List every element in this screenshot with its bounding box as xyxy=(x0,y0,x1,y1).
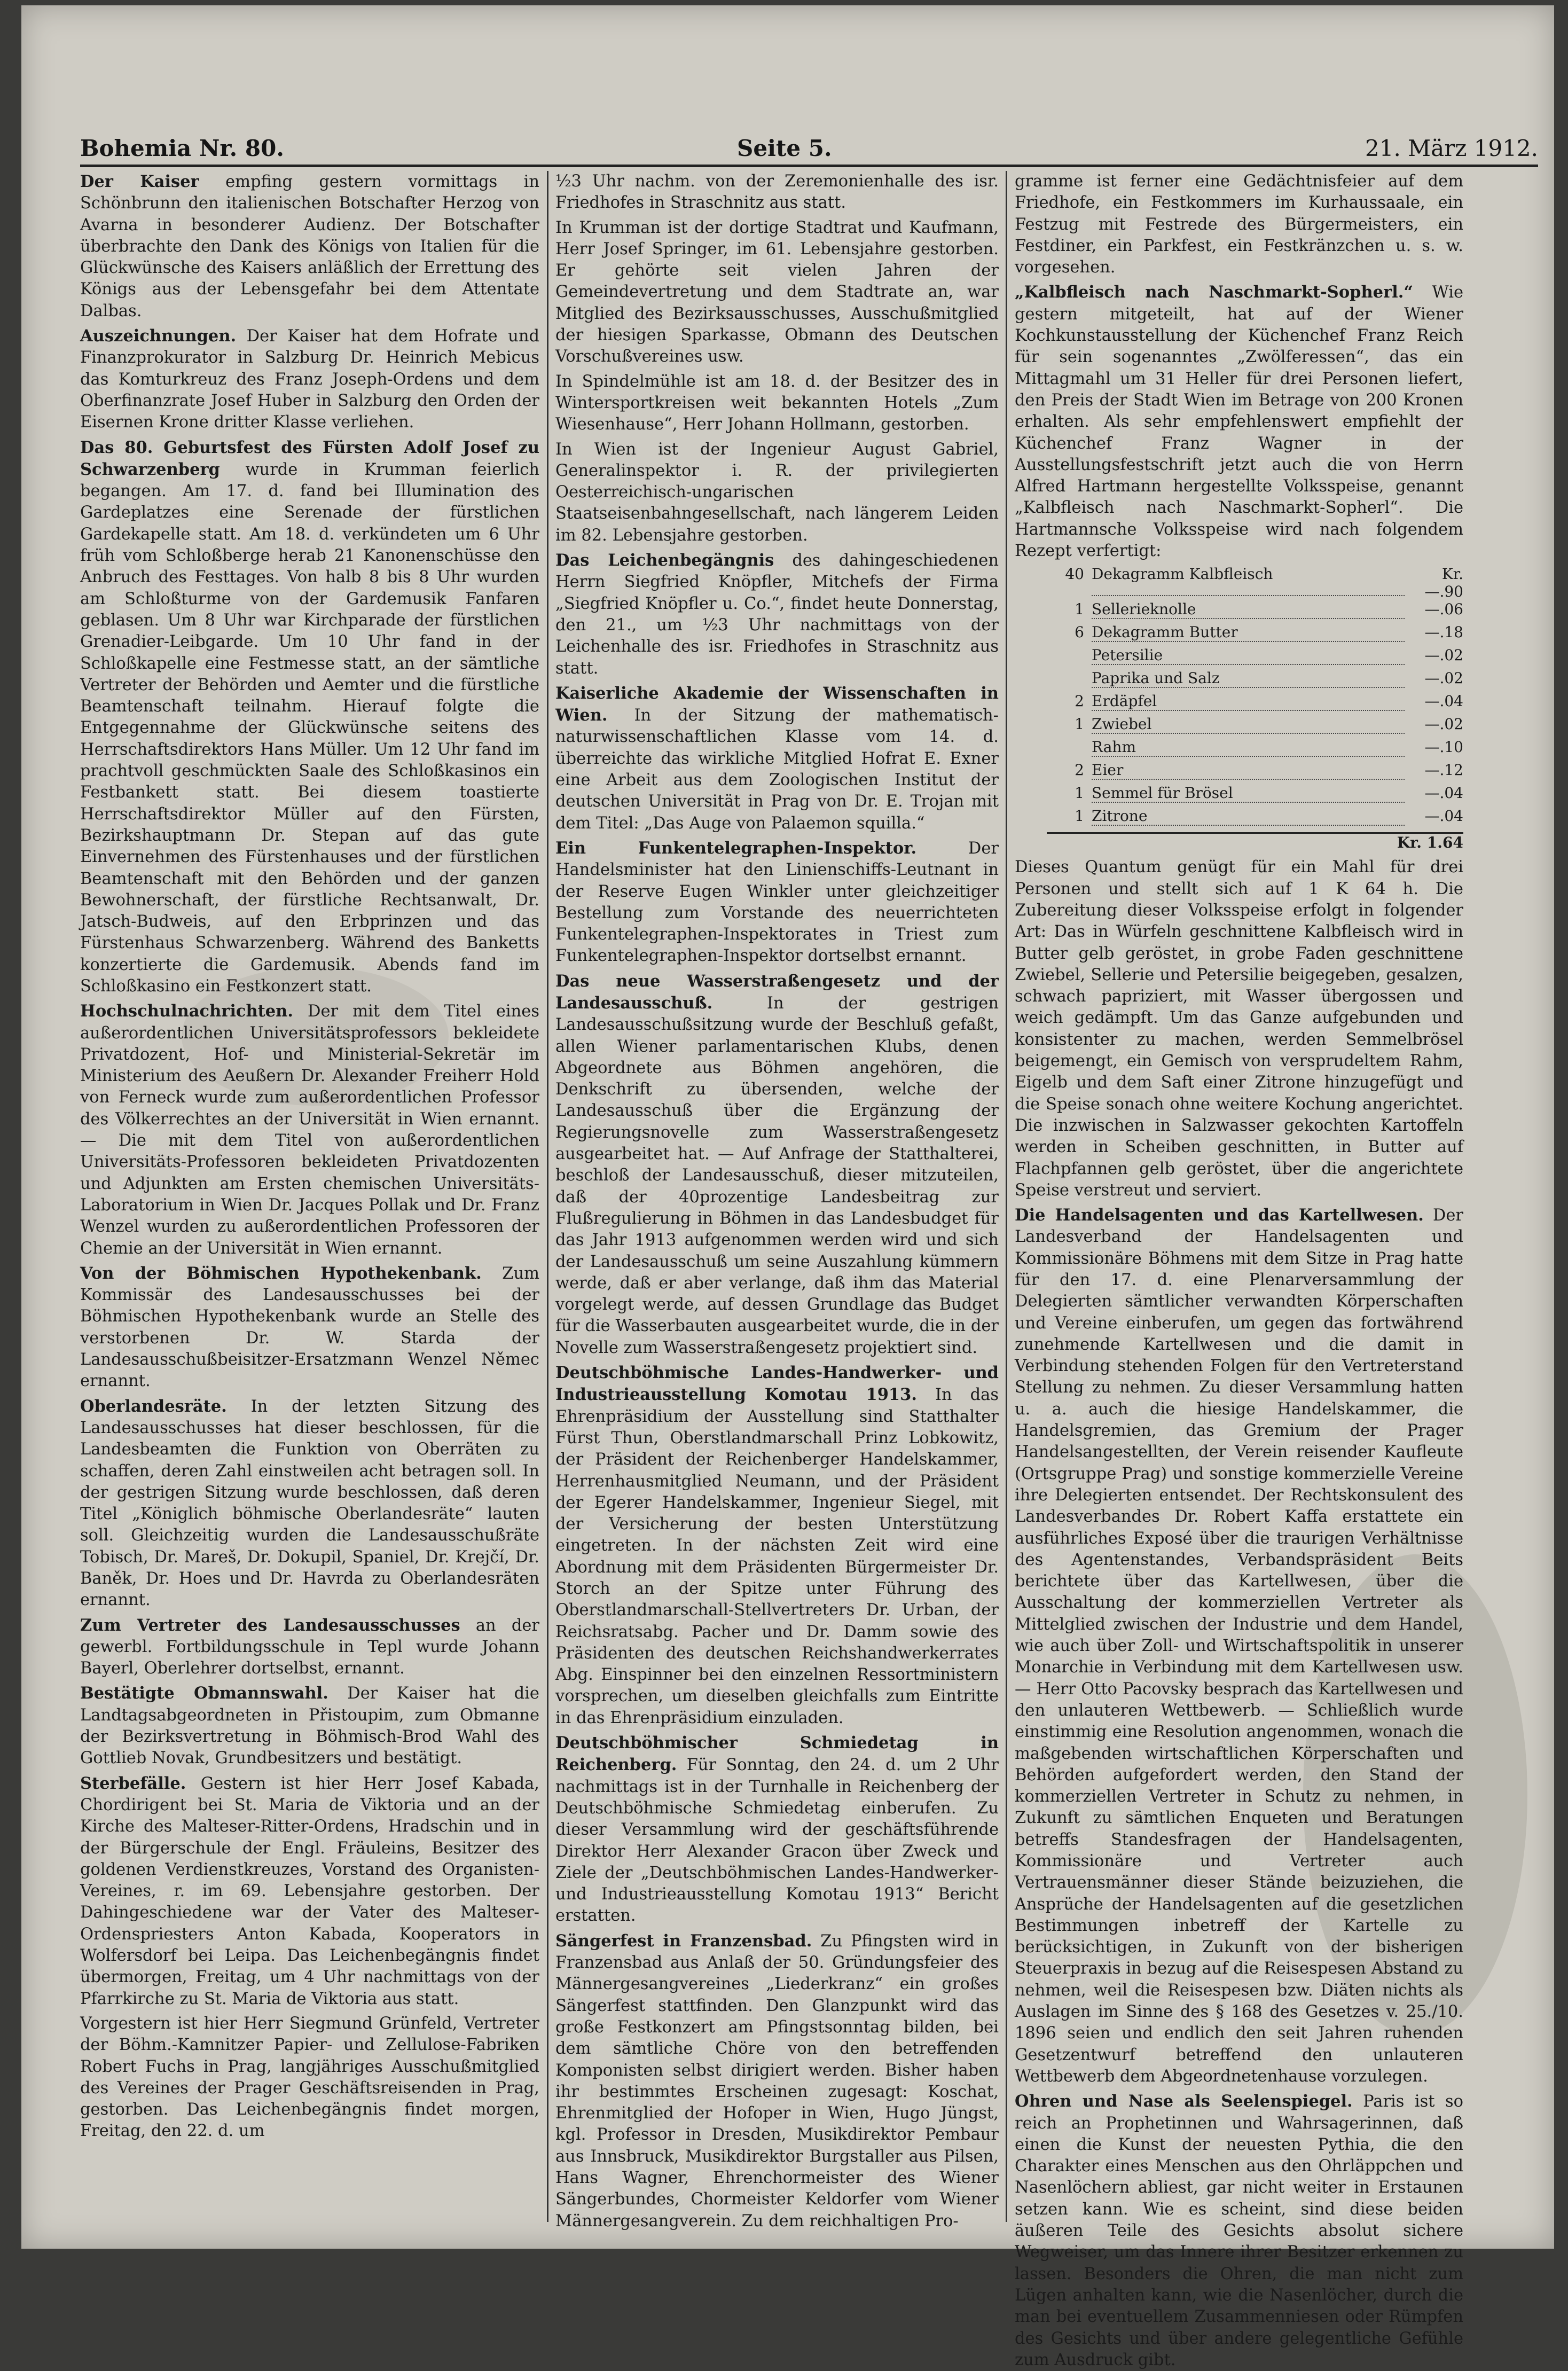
article-heading: Deutschböhmische Landes-Handwerker- und Industrieausstellung Komotau 1913. xyxy=(555,1363,999,1405)
article-heading: Deutschböhmischer Schmiedetag in Reichenberg. xyxy=(555,1733,999,1775)
recipe-quantity: 6 xyxy=(1075,623,1084,641)
article-text: In der gestrigen Landesausschußsitzung wurde der Beschluß gefaßt, allen Wiener parlamentarischen Klubs, denen Abgeordnete aus Böhmen angehören, die Denkschrift zu übersenden, welche der Landesausschuß über die Ergänzung der Regierungsnovelle zum Wasserstraßengesetz ausgearbeitet hat. — Auf Anfrage der Statthalterei, beschloß der Landesausschuß, dieser mitzuteilen, daß der 40prozentige Landesbeitrag zur Flußregulierung in Böhmen in das Landesbudget für das Jahr 1913 aufgenommen werden wird und sich der Landesausschuß um seine Auszahlung kümmern werde, daß er aber verlange, daß ihm das Material vorgelegt werde, auf dessen Grundlage das Budget für die Wasserbauten ausgearbeitet wurde, die in der Novelle zum Wasserstraßengesetz projektiert sind. xyxy=(555,993,999,1357)
article-paragraph xyxy=(1015,171,1463,278)
recipe-quantity xyxy=(1047,669,1092,692)
article-text: Zum Kommissär des Landesausschusses bei der Böhmischen Hypothekenbank wurde an Stelle des verstorbenen Dr. W. Starda der Landesausschußbeisitzer-Ersatzmann Wenzel Němec ernannt. xyxy=(80,1264,540,1391)
article-text: Für Sonntag, den 24. d. um 2 Uhr nachmittags ist in der Turnhalle in Reichenberg der Deutschböhmische Schmiedetag einberufen. Zu dieser Versammlung wird der geschäftsführende Direktor Herr Alexander Gracon über Zweck und Ziele der „Deutschböhmischen Landes-Handwerker- und Industrieausstellung Komotau 1913“ Bericht erstatten. xyxy=(555,1756,999,1926)
article-paragraph xyxy=(80,325,539,433)
recipe-total: Kr. 1.64 xyxy=(1047,832,1463,851)
recipe-ingredient: Dekagramm Butter xyxy=(1092,623,1405,642)
newspaper-issue: Bohemia Nr. 80. xyxy=(80,135,284,161)
article-text: empfing gestern vormittags in Schönbrunn den italienischen Botschafter Herzog von Avarna in besonderer Audienz. Der Botschafter überbrachte den Dank des Königs von Italien für die Glückwünsche des Kaisers anläßlich der Errettung des Königs aus der Lebensgefahr bei dem Attentate Dalbas. xyxy=(80,173,539,320)
article-paragraph xyxy=(555,683,999,834)
article-heading: Kaiserliche Akademie der Wissenschaften in Wien. xyxy=(555,683,999,725)
recipe-row xyxy=(1047,600,1463,623)
article-paragraph xyxy=(555,371,999,436)
article-paragraph xyxy=(555,217,999,368)
recipe-row xyxy=(1047,738,1463,761)
article-paragraph xyxy=(555,1732,999,1927)
article-paragraph xyxy=(80,1615,539,1680)
article-text: gramme ist ferner eine Gedächtnisfeier auf dem Friedhofe, ein Festkommers im Kurhaussaale, ein Festzug mit Festrede des Bürgermeisters, ein Festdiner, ein Parkfest, ein Festkränzchen u. s. w. vorgesehen. xyxy=(1015,172,1463,277)
article-paragraph xyxy=(555,838,999,967)
article-paragraph xyxy=(555,439,999,546)
recipe-price: —.04 xyxy=(1424,692,1463,710)
article-heading: Ohren und Nase als Seelenspiegel. xyxy=(1015,2092,1353,2111)
article-paragraph xyxy=(80,1263,539,1392)
recipe-ingredient: Semmel für Brösel xyxy=(1092,784,1405,803)
recipe-ingredient: Sellerieknolle xyxy=(1092,600,1405,619)
column-1 xyxy=(80,171,539,2233)
article-text: Der Kaiser hat die Landtagsabgeordneten in Přistoupim, zum Obmanne der Bezirksvertretung in Böhmisch-Brod Wahl des Gottlieb Novak, Grundbesitzers und bestätigt. xyxy=(80,1684,539,1768)
recipe-price: —.18 xyxy=(1424,623,1463,641)
article-text: Der mit dem Titel eines außerordentlichen Universitätsprofessors bekleidete Privatdozent, Hof- und Ministerial-Sekretär im Ministerium des Aeußern Dr. Alexander Freiherr Hold von Ferneck wurde zum außerordentlichen Professor des Völkerrechtes an der Universität in Wien ernannt. — Die mit dem Titel von außerordentlichen Universitäts-Professoren bekleideten Privatdozenten und Adjunkten am Ersten chemischen Universitäts-Laboratorium in Wien Dr. Jacques Pollak und Dr. Franz Wenzel wurden zu außerordentlichen Professoren der Chemie an der Universität in Wien ernannt. xyxy=(80,1002,539,1258)
recipe-row xyxy=(1047,692,1463,715)
article-paragraph xyxy=(80,1683,539,1769)
article-text: ⅟₂3 Uhr nachm. von der Zeremonienhalle des isr. Friedhofes in Straschnitz aus statt. xyxy=(555,172,999,213)
recipe-ingredient: Zitrone xyxy=(1092,807,1405,826)
column-rule xyxy=(547,171,548,2222)
recipe-quantity: 40 xyxy=(1065,565,1084,583)
article-paragraph xyxy=(1015,281,1463,562)
recipe-price: —.04 xyxy=(1424,784,1463,802)
page-header xyxy=(80,132,1538,167)
article-text: des dahingeschiedenen Herrn Siegfried Knöpfler, Mitchefs der Firma „Siegfried Knöpfler u. Co.“, findet heute Donnerstag, den 21., um ⅟₂3 Uhr nachmittags von der Leichenhalle des isr. Friedhofes in Straschnitz aus statt. xyxy=(555,551,999,678)
newspaper-page xyxy=(21,5,1554,2369)
recipe-quantity xyxy=(1047,646,1092,669)
article-heading: Sängerfest in Franzensbad. xyxy=(555,1931,812,1951)
article-paragraph xyxy=(80,1773,539,2010)
article-text: Der Kaiser hat dem Hofrate und Finanzprokurator in Salzburg Dr. Heinrich Mebicus das Komturkreuz des Franz Joseph-Ordens und dem Oberfinanzrate Josef Huber in Salzburg den Orden der Eisernen Krone dritter Klasse verliehen. xyxy=(80,327,539,432)
article-text: In der letzten Sitzung des Landesausschusses hat dieser beschlossen, für die Landesbeamten die Funktion von Oberräten zu schaffen, deren Zahl einstweilen acht betragen soll. In der gestrigen Sitzung wurde beschlossen, daß deren Titel „Königlich böhmische Oberlandesräte“ lauten soll. Gleichzeitig wurden die Landesausschußräte Tobisch, Dr. Mareš, Dr. Dokupil, Spaniel, Dr. Krejčí, Dr. Baněk, Dr. Hoes und Dr. Havrda zu Oberlandesräten ernannt. xyxy=(80,1397,540,1610)
article-heading: Zum Vertreter des Landesausschusses xyxy=(80,1615,460,1635)
recipe-price: —.02 xyxy=(1424,715,1463,733)
recipe-quantity: 1 xyxy=(1075,807,1084,825)
article-text: In das Ehrenpräsidium der Ausstellung sind Statthalter Fürst Thun, Oberstlandmarschall Prinz Lobkowitz, der Präsident der Reichenberger Handelskammer, Herrenhausmitglied Neumann, und der Präsident der Egerer Handelskammer, Ingenieur Siegel, mit der Versicherung der besten Unterstützung eingetreten. In der nächsten Zeit wird eine Abordnung mit dem Präsidenten Bürgermeister Dr. Storch an der Spitze unter Führung des Oberstlandmarschall-Stellvertreters Dr. Urban, der Reichsratsabg. Pacher und Dr. Damm sowie des Präsidenten des deutschen Reichshandwerkerrates Abg. Einspinner bei den einzelnen Ressortministern vorsprechen, um dieselben gleichfalls zum Eintritte in das Ehrenpräsidium einzuladen. xyxy=(555,1386,999,1727)
recipe-ingredient: Dekagramm Kalbfleisch xyxy=(1092,565,1405,596)
article-heading: Ein Funkentelegraphen-Inspektor. xyxy=(555,838,917,858)
page-number: Seite 5. xyxy=(737,135,832,161)
article-paragraph xyxy=(1015,2091,1463,2371)
article-heading: Von der Böhmischen Hypothekenbank. xyxy=(80,1263,482,1283)
article-paragraph xyxy=(80,437,539,998)
article-heading: Der Kaiser xyxy=(80,172,199,191)
recipe-price: —.02 xyxy=(1424,669,1463,687)
recipe-price: Kr. —.90 xyxy=(1424,565,1463,601)
article-text: Wie gestern mitgeteilt, hat auf der Wiener Kochkunstausstellung der Küchenchef Franz Reich für sein sogenanntes „Zwölferessen“, das ein Mittagmahl um 31 Heller für drei Personen liefert, den Preis der Stadt Wien im Betrage von 200 Kronen erhalten. Als sehr empfehlenswert empfiehlt der Küchenchef Franz Wagner in der Ausstellungsfestschrift jetzt auch die von Herrn Alfred Hartmann hergestellte Volksspeise, genannt „Kalbfleisch nach Naschmarkt-Sopherl“. Die Hartmannsche Volksspeise wird nach folgendem Rezept verfertigt: xyxy=(1015,283,1463,561)
recipe-quantity xyxy=(1047,738,1092,761)
recipe-ingredient: Eier xyxy=(1092,761,1405,780)
recipe-row xyxy=(1047,784,1463,807)
recipe-quantity: 1 xyxy=(1075,600,1084,619)
article-heading: Das 80. Geburtsfest des Fürsten Adolf Josef zu Schwarzenberg xyxy=(80,437,539,479)
article-heading: Bestätigte Obmannswahl. xyxy=(80,1684,328,1703)
article-paragraph xyxy=(80,171,539,322)
recipe-row xyxy=(1047,715,1463,738)
article-heading: Die Handelsagenten und das Kartellwesen. xyxy=(1015,1206,1424,1225)
article-heading: Das Leichenbegängnis xyxy=(555,551,774,570)
recipe-quantity: 1 xyxy=(1075,715,1084,733)
recipe-ingredient: Erdäpfel xyxy=(1092,692,1405,711)
article-paragraph xyxy=(1015,857,1463,1201)
recipe-row xyxy=(1047,623,1463,646)
article-text: In Krumman ist der dortige Stadtrat und Kaufmann, Herr Josef Springer, im 61. Lebensjahre gestorben. Er gehörte seit vielen Jahren der Gemeindevertretung und dem Stadtrate an, war Mitglied des Bezirksausschusses, Ausschußmitglied der hiesigen Sparkasse, Obmann des Deutschen Vorschußvereines usw. xyxy=(555,218,999,366)
article-heading: Hochschulnachrichten. xyxy=(80,1001,293,1021)
recipe-price: —.10 xyxy=(1424,738,1463,756)
recipe-ingredient: Paprika und Salz xyxy=(1092,669,1405,688)
article-heading: „Kalbfleisch nach Naschmarkt-Sopherl.“ xyxy=(1015,283,1413,302)
recipe-table xyxy=(1047,565,1463,851)
article-heading: Sterbefälle. xyxy=(80,1773,186,1793)
article-paragraph xyxy=(80,1396,539,1611)
column-2 xyxy=(555,171,999,2233)
column-3-top xyxy=(1015,171,1463,562)
recipe-row xyxy=(1047,761,1463,784)
article-text: Paris ist so reich an Prophetinnen und Wahrsagerinnen, daß einen die Kunst der neuesten Pythia, die den Charakter eines Menschen aus den Ohrläppchen und Nasenlöchern abliest, gar nicht weiter in Erstaunen setzen kann. Wie es scheint, sind diese beiden äußeren Teile des Gesichts absolut sichere Wegweiser, um das Innere ihrer Besitzer erkennen zu lassen. Besonders die Ohren, die man nicht zum Lügen anhalten kann, wie die Nasenlöcher, durch die man bei eventuellem Zusammenniesen oder Rümpfen des Gesichts und über andere gelegentliche Gefühle zum Ausdruck gibt. xyxy=(1015,2092,1463,2369)
article-text: wurde in Krumman feierlich begangen. Am 17. d. fand bei Illumination des Gardeplatzes eine Serenade der fürstlichen Gardekapelle statt. Am 18. d. verkündeten um 6 Uhr früh vom Schloßberge herab 21 Kanonenschüsse den Anbruch des Festtages. Von halb 8 bis 8 Uhr wurden am Schloßturme von der Gardemusik Fanfaren geblasen. Um 8 Uhr war Kirchparade der fürstlichen Grenadier-Leibgarde. Um 10 Uhr fand in der Schloßkapelle eine Festmesse statt, an der sämtliche Vertreter der Behörden und Aemter und die fürstliche Beamtenschaft teilnahm. Hierauf folgte die Entgegennahme der Glückwünsche seitens des Herrschaftsdirektors Hans Müller. Um 12 Uhr fand im prachtvoll geschmückten Saale des Schloßkasinos ein Festbankett statt. Bei diesem toastierte Herrschaftsdirektor Müller auf den Fürsten, Bezirkshauptmann Dr. Stepan auf das gute Einvernehmen des Fürstenhauses und der fürstlichen Beamtenschaft mit den Behörden und der ganzen Bewohnerschaft, der fürstliche Rechtsanwalt, Dr. Jatsch-Budweis, auf den Erbprinzen und das Fürstenhaus Schwarzenberg. Während des Banketts konzertierte die Gardemusik. Abends fand im Schloßkasino ein Festkonzert statt. xyxy=(80,460,539,996)
article-text: Gestern ist hier Herr Josef Kabada, Chordirigent bei St. Maria de Viktoria und an der Kirche des Malteser-Ritter-Ordens, Hradschin und in der Bürgerschule der Engl. Fräuleins, Besitzer des goldenen Verdienstkreuzes, Vorstand des Organisten-Vereines, r. im 69. Lebensjahre gestorben. Der Dahingeschiedene war der Vater des Malteser-Ordenspriesters Anton Kabada, Kooperators in Wolfersdorf bei Leipa. Das Leichenbegängnis findet übermorgen, Freitag, um 4 Uhr nachmittags von der Pfarrkirche zu St. Maria de Viktoria aus statt. xyxy=(80,1774,539,2008)
column-3 xyxy=(1015,171,1463,2369)
recipe-row xyxy=(1047,565,1463,600)
recipe-quantity: 1 xyxy=(1075,784,1084,802)
article-text: In Spindelmühle ist am 18. d. der Besitzer des in Wintersportkreisen weit bekannten Hotels „Zum Wiesenhause“, Herr Johann Hollmann, gestorben. xyxy=(555,372,999,434)
recipe-quantity: 2 xyxy=(1075,692,1084,710)
article-paragraph xyxy=(555,1930,999,2232)
article-text: an der gewerbl. Fortbildungsschule in Tepl wurde Johann Bayerl, Oberlehrer dortselbst, ernannt. xyxy=(80,1616,539,1678)
article-paragraph xyxy=(555,1362,999,1729)
article-text: Dieses Quantum genügt für ein Mahl für drei Personen und stellt sich auf 1 K 64 h. Die Zubereitung dieser Volksspeise erfolgt in folgender Art: Das in Würfeln geschnittene Kalbfleisch wird in Butter gelb geröstet, in grobe Faden geschnittene Zwiebel, Sellerie und Petersilie beigegeben, gesalzen, schwach papriziert, mit Wasser übergossen und weich gedämpft. Um das Ganze aufgebunden und konsistenter zu machen, werden Semmelbrösel beigemengt, ein Gemisch von versprudeltem Rahm, Eigelb und dem Saft einer Zitrone hinzugefügt und die Speise sonach ohne weitere Kochung angerichtet. Die inzwischen in Salzwasser gekochten Kartoffeln werden in Scheiben geschnitten, in Butter auf Flachpfannen gelb geröstet, über die angerichtete Speise verstreut und serviert. xyxy=(1015,858,1463,1200)
recipe-price: —.12 xyxy=(1424,761,1463,779)
recipe-price: —.06 xyxy=(1424,600,1463,619)
recipe-ingredient: Rahm xyxy=(1092,738,1405,757)
column-rule xyxy=(1006,171,1007,2222)
article-paragraph xyxy=(80,1000,539,1259)
article-paragraph xyxy=(555,550,999,679)
article-heading: Auszeichnungen. xyxy=(80,326,237,346)
recipe-price: —.04 xyxy=(1424,807,1463,825)
article-paragraph xyxy=(80,2013,539,2142)
recipe-row xyxy=(1047,807,1463,830)
recipe-price: —.02 xyxy=(1424,646,1463,664)
article-paragraph xyxy=(555,971,999,1359)
article-text: Zu Pfingsten wird in Franzensbad aus Anlaß der 50. Gründungsfeier des Männergesangvereines „Liederkranz“ ein großes Sängerfest stattfinden. Den Glanzpunkt wird das große Festkonzert am Pfingstsonntag bilden, bei dem sämtliche Chöre von den betreffenden Komponisten selbst dirigiert werden. Bisher haben ihr bestimmtes Erscheinen zugesagt: Koschat, Ehrenmitglied der Hofoper in Wien, Hugo Jüngst, kgl. Professor in Dresden, Musikdirektor Pembaur aus Innsbruck, Musikdirektor Burgstaller aus Pilsen, Hans Wagner, Ehrenchormeister des Wiener Sängerbundes, Chormeister Keldorfer vom Wiener Männergesangverein. Zu dem reichhaltigen Pro- xyxy=(555,1931,999,2231)
issue-date: 21. März 1912. xyxy=(1365,135,1538,161)
article-heading: Das neue Wasserstraßengesetz und der Landesausschuß. xyxy=(555,971,999,1013)
recipe-quantity: 2 xyxy=(1075,761,1084,779)
recipe-ingredient: Zwiebel xyxy=(1092,715,1405,734)
recipe-ingredient: Petersilie xyxy=(1092,646,1405,665)
article-text: Der Handelsminister hat den Linienschiffs-Leutnant in der Reserve Eugen Winkler unter gleichzeitiger Bestellung zum Vorstande des neuerrichteten Funkentelegraphen-Inspektorates in Triest zum Funkentelegraphen-Inspektor dortselbst ernannt. xyxy=(555,839,999,966)
recipe-row xyxy=(1047,669,1463,692)
column-3-bottom xyxy=(1015,857,1463,2371)
article-text: Vorgestern ist hier Herr Siegmund Grünfeld, Vertreter der Böhm.-Kamnitzer Papier- und Zellulose-Fabriken Robert Fuchs in Prag, langjähriges Ausschußmitglied des Vereines der Prager Geschäftsreisenden in Prag, gestorben. Das Leichenbegängnis findet morgen, Freitag, den 22. d. um xyxy=(80,2014,539,2141)
recipe-row xyxy=(1047,646,1463,669)
article-text: Der Landesverband der Handelsagenten und Kommissionäre Böhmens mit dem Sitze in Prag hatte für den 17. d. eine Plenarversammlung der Delegierten sämtlicher verwandten Körperschaften und Vereine einberufen, um gegen das fortwährend zunehmende Kartellwesen und die damit in Verbindung stehenden Folgen für den Vertreterstand Stellung zu nehmen. Zu dieser Versammlung hatten u. a. auch die hiesige Handelskammer, die Handelsgremien, das Gremium der Prager Handelsangestellten, der Verein reisender Kaufleute (Ortsgruppe Prag) und sonstige kommerzielle Vereine ihre Delegierten entsendet. Der Rechtskonsulent des Landesverbandes Dr. Robert Kaffa erstattete ein ausführliches Exposé über die traurigen Verhältnisse des Agentenstandes, Verbandspräsident Beits berichtete über das Kartellwesen, über die Ausschaltung der kommerziellen Vertreter als Mittelglied zwischen der Industrie und dem Handel, wie auch über Zoll- und Wirtschaftspolitik in unserer Monarchie in Verbindung mit dem Kartellwesen usw. — Herr Otto Pacovsky besprach das Kartellwesen und den unlauteren Wettbewerb. — Schließlich wurde einstimmig eine Resolution angenommen, wonach die maßgebenden wirtschaftlichen Körperschaften und Behörden aufgefordert werden, den Stand der kommerziellen Vertreter in Schutz zu nehmen, in Zukunft zu sämtlichen Enqueten und Beratungen betreffs Standesfragen der Handelsagenten, Kommissionäre und Vertreter auch Vertrauensmänner dieser Stände beizuziehen, die Ansprüche der Handelsagenten auf die gesetzlichen Bestimmungen inbetreff der Kartelle zu berücksichtigen, in Zukunft von der bisherigen Steuerpraxis in bezug auf die Reisespesen Abstand zu nehmen, weil die Reisespesen bzw. Diäten nichts als Auslagen im Sinne des § 168 des Gesetzes v. 25./10. 1896 seien und endlich den seit Jahren ruhenden Gesetzentwurf betreffend den unlauteren Wettbewerb dem Abgeordnetenhause vorzulegen. xyxy=(1015,1206,1463,2086)
article-text: In der Sitzung der mathematisch-naturwissenschaftlichen Klasse vom 14. d. überreichte das wirkliche Mitglied Hofrat E. Exner eine Arbeit aus dem Zoologischen Institut der deutschen Universität in Prag von Dr. E. Trojan mit dem Titel: „Das Auge von Palaemon squilla.“ xyxy=(555,706,999,833)
article-paragraph xyxy=(555,171,999,214)
article-heading: Oberlandesräte. xyxy=(80,1396,227,1416)
article-paragraph xyxy=(1015,1204,1463,2087)
article-text: In Wien ist der Ingenieur August Gabriel, Generalinspektor i. R. der privilegierten Oesterreichisch-ungarischen Staatseisenbahngesellschaft, nach längerem Leiden im 82. Lebensjahre gestorben. xyxy=(555,440,999,545)
